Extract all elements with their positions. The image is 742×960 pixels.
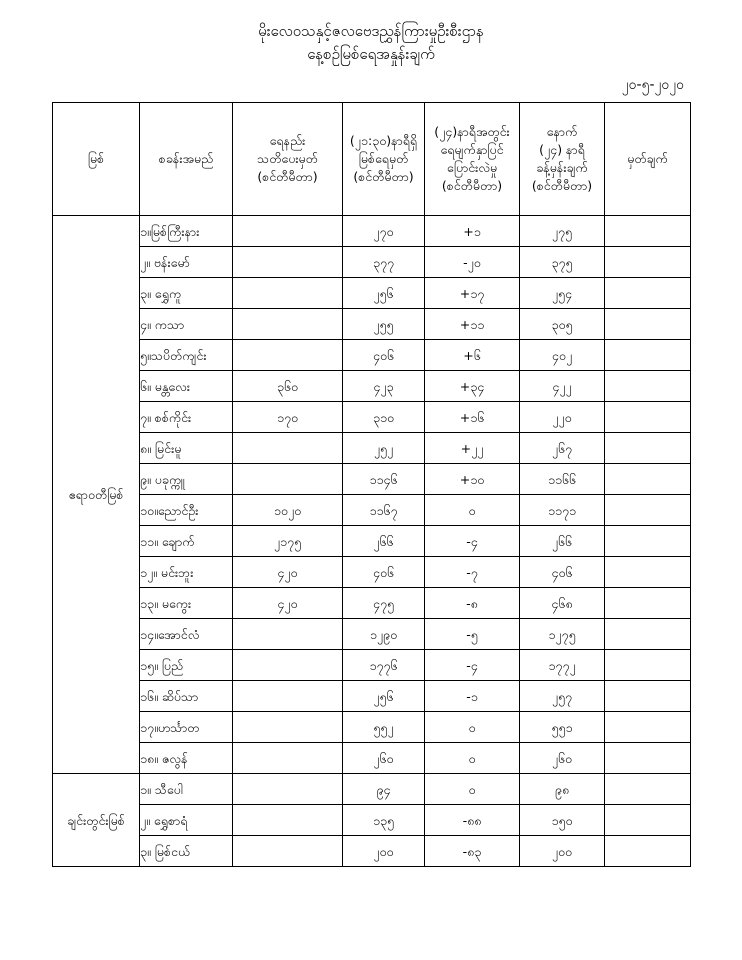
- remark-value: [605, 650, 691, 681]
- table-row: [53, 619, 691, 650]
- change-value: -၄: [425, 650, 520, 681]
- table-header-row: [53, 103, 691, 216]
- current-level-value: ၁၃၅: [343, 805, 425, 836]
- danger-level-value: [233, 340, 343, 371]
- remark-value: [605, 278, 691, 309]
- station-name: ၁၆။ ဆိပ်သာ: [140, 681, 233, 712]
- report-date: ၂၀-၅-၂၀၂၀: [621, 77, 684, 93]
- current-level-value: ၃၇၇: [343, 247, 425, 278]
- station-name: ၃။ မြစ်ငယ်: [140, 836, 233, 867]
- table-row: [53, 216, 691, 247]
- change-value: +၁: [425, 216, 520, 247]
- remark-value: [605, 402, 691, 433]
- station-name: ၁။မြစ်ကြီးနား: [140, 216, 233, 247]
- forecast-value: ၄၆၈: [520, 588, 605, 619]
- table-head: [53, 103, 691, 216]
- table-body: [53, 216, 691, 867]
- table-row: [53, 588, 691, 619]
- change-value: -၇: [425, 557, 520, 588]
- column-header-danger-level: ရေနည်း သတိပေးမှတ် (စင်တီမီတာ): [233, 103, 343, 216]
- forecast-value: ၁၁၇၁: [520, 495, 605, 526]
- table-row: [53, 247, 691, 278]
- change-value: +၁၁: [425, 309, 520, 340]
- forecast-value: ၁၂၇၅: [520, 619, 605, 650]
- danger-level-value: [233, 774, 343, 805]
- remark-value: [605, 340, 691, 371]
- table-row: [53, 712, 691, 743]
- danger-level-value: [233, 650, 343, 681]
- station-name: ၇။ စစ်ကိုင်း: [140, 402, 233, 433]
- current-level-value: ၁၂၉၀: [343, 619, 425, 650]
- change-value: -၈၃: [425, 836, 520, 867]
- station-name: ၉။ ပခုက္ကူ: [140, 464, 233, 495]
- station-name: ၁၁။ ချောက်: [140, 526, 233, 557]
- table-row: [53, 278, 691, 309]
- forecast-value: ၂၀၀: [520, 836, 605, 867]
- remark-value: [605, 216, 691, 247]
- document-title-line-2: နေ့စဉ်မြစ်ရေအနှုန်းချက်: [307, 44, 435, 63]
- change-value: -၁: [425, 681, 520, 712]
- danger-level-value: ၄၂၀: [233, 557, 343, 588]
- danger-level-value: [233, 743, 343, 774]
- forecast-value: ၄၀၂: [520, 340, 605, 371]
- current-level-value: ၂၆၀: [343, 743, 425, 774]
- station-name: ၂။ ဗန်းမော်: [140, 247, 233, 278]
- table-row: [53, 774, 691, 805]
- danger-level-value: [233, 433, 343, 464]
- forecast-value: ၃၇၅: [520, 247, 605, 278]
- remark-value: [605, 805, 691, 836]
- forecast-value: ၅၅၁: [520, 712, 605, 743]
- remark-value: [605, 681, 691, 712]
- forecast-value: ၃၀၅: [520, 309, 605, 340]
- change-value: ၀: [425, 495, 520, 526]
- station-name: ၈။ မြင်းမူ: [140, 433, 233, 464]
- change-value: +၆: [425, 340, 520, 371]
- remark-value: [605, 309, 691, 340]
- danger-level-value: [233, 712, 343, 743]
- river-group-name: ဧရာဝတီမြစ်: [53, 216, 140, 774]
- forecast-value: ၂၆၆: [520, 526, 605, 557]
- table-row: [53, 681, 691, 712]
- change-value: -၅: [425, 619, 520, 650]
- forecast-value: ၂၅၇: [520, 681, 605, 712]
- table-row: [53, 433, 691, 464]
- station-name: ၃။ ရွှေကူ: [140, 278, 233, 309]
- danger-level-value: [233, 309, 343, 340]
- table-row: [53, 805, 691, 836]
- remark-value: [605, 495, 691, 526]
- change-value: -၈၈: [425, 805, 520, 836]
- current-level-value: ၁၁၆၇: [343, 495, 425, 526]
- column-header-forecast: နောက် (၂၄) နာရီ ခန့်မှန်းချက် (စင်တီမီတာ): [520, 103, 605, 216]
- remark-value: [605, 743, 691, 774]
- station-name: ၆။ မန္တလေး: [140, 371, 233, 402]
- forecast-value: ၂၆၇: [520, 433, 605, 464]
- table-row: [53, 743, 691, 774]
- station-name: ၁၃။ မကွေး: [140, 588, 233, 619]
- remark-value: [605, 774, 691, 805]
- station-name: ၅။သပိတ်ကျင်း: [140, 340, 233, 371]
- forecast-value: ၁၅၀: [520, 805, 605, 836]
- column-header-river: မြစ်: [53, 103, 140, 216]
- document-header: [0, 0, 742, 65]
- current-level-value: ၂၇၀: [343, 216, 425, 247]
- table-row: [53, 402, 691, 433]
- table-row: [53, 340, 691, 371]
- current-level-value: ၁၁၄၆: [343, 464, 425, 495]
- column-header-station: စခန်းအမည်: [140, 103, 233, 216]
- current-level-value: ၄၀၆: [343, 340, 425, 371]
- remark-value: [605, 464, 691, 495]
- danger-level-value: ၁၇၀: [233, 402, 343, 433]
- forecast-value: ၂၆၀: [520, 743, 605, 774]
- table-row: [53, 495, 691, 526]
- danger-level-value: [233, 805, 343, 836]
- current-level-value: ၂၆၆: [343, 526, 425, 557]
- remark-value: [605, 619, 691, 650]
- danger-level-value: [233, 836, 343, 867]
- change-value: +၂၂: [425, 433, 520, 464]
- station-name: ၁၇။ဟင်္သာတ: [140, 712, 233, 743]
- danger-level-value: [233, 681, 343, 712]
- change-value: +၁၇: [425, 278, 520, 309]
- danger-level-value: [233, 278, 343, 309]
- current-level-value: ၃၁၀: [343, 402, 425, 433]
- danger-level-value: ၁၀၂၀: [233, 495, 343, 526]
- current-level-value: ၂၀၀: [343, 836, 425, 867]
- change-value: +၁၆: [425, 402, 520, 433]
- current-level-value: ၂၅၆: [343, 278, 425, 309]
- change-value: +၃၄: [425, 371, 520, 402]
- current-level-value: ၄၀၆: [343, 557, 425, 588]
- river-group-name: ချင်းတွင်းမြစ်: [53, 774, 140, 867]
- station-name: ၁၄။အောင်လံ: [140, 619, 233, 650]
- remark-value: [605, 526, 691, 557]
- forecast-value: ၂၅၄: [520, 278, 605, 309]
- forecast-value: ၄၂၂: [520, 371, 605, 402]
- change-value: -၂၀: [425, 247, 520, 278]
- current-level-value: ၄၂၃: [343, 371, 425, 402]
- remark-value: [605, 433, 691, 464]
- danger-level-value: [233, 464, 343, 495]
- table-row: [53, 526, 691, 557]
- forecast-value: ၂၇၅: [520, 216, 605, 247]
- change-value: -၄: [425, 526, 520, 557]
- station-name: ၁။ သီပေါ: [140, 774, 233, 805]
- station-name: ၄။ ကသာ: [140, 309, 233, 340]
- change-value: +၁၀: [425, 464, 520, 495]
- current-level-value: ၄၇၅: [343, 588, 425, 619]
- table-row: [53, 650, 691, 681]
- change-value: ၀: [425, 774, 520, 805]
- river-level-table: [52, 102, 691, 867]
- current-level-value: ၂၅၂: [343, 433, 425, 464]
- remark-value: [605, 712, 691, 743]
- danger-level-value: [233, 247, 343, 278]
- forecast-value: ၉၈: [520, 774, 605, 805]
- table-row: [53, 836, 691, 867]
- column-header-24h-change: (၂၄)နာရီအတွင်း ရေမျက်နှာပြင် ပြောင်းလဲမှု (စင်တီမီတာ): [425, 103, 520, 216]
- column-header-remark: မှတ်ချက်: [605, 103, 691, 216]
- table-row: [53, 464, 691, 495]
- forecast-value: ၁၇၇၂: [520, 650, 605, 681]
- change-value: ၀: [425, 743, 520, 774]
- column-header-current-level: (၂၁:၃၀)နာရီရှိ မြစ်ရေမှတ် (စင်တီမီတာ): [343, 103, 425, 216]
- document-title-line-1: မိုးလေဝသနှင့်ဇလဗေဒညွှန်ကြားမှုဦးစီးဌာန: [258, 22, 484, 40]
- table-row: [53, 371, 691, 402]
- forecast-value: ၄၀၆: [520, 557, 605, 588]
- remark-value: [605, 836, 691, 867]
- remark-value: [605, 557, 691, 588]
- remark-value: [605, 247, 691, 278]
- danger-level-value: ၃၆၀: [233, 371, 343, 402]
- danger-level-value: [233, 619, 343, 650]
- current-level-value: ၉၄: [343, 774, 425, 805]
- danger-level-value: [233, 216, 343, 247]
- forecast-value: ၂၂၀: [520, 402, 605, 433]
- change-value: ၀: [425, 712, 520, 743]
- station-name: ၁၈။ ဇလွန်: [140, 743, 233, 774]
- station-name: ၂။ ရွှေစာရံ: [140, 805, 233, 836]
- danger-level-value: ၂၁၇၅: [233, 526, 343, 557]
- current-level-value: ၂၅၅: [343, 309, 425, 340]
- remark-value: [605, 371, 691, 402]
- remark-value: [605, 588, 691, 619]
- current-level-value: ၂၅၆: [343, 681, 425, 712]
- danger-level-value: ၄၂၀: [233, 588, 343, 619]
- station-name: ၁၂။ မင်းဘူး: [140, 557, 233, 588]
- current-level-value: ၅၅၂: [343, 712, 425, 743]
- station-name: ၁၅။ ပြည်: [140, 650, 233, 681]
- table-row: [53, 309, 691, 340]
- table-container: [0, 102, 742, 867]
- current-level-value: ၁၇၇၆: [343, 650, 425, 681]
- change-value: -၈: [425, 588, 520, 619]
- station-name: ၁၀။ညောင်ဦး: [140, 495, 233, 526]
- forecast-value: ၁၁၆၆: [520, 464, 605, 495]
- table-row: [53, 557, 691, 588]
